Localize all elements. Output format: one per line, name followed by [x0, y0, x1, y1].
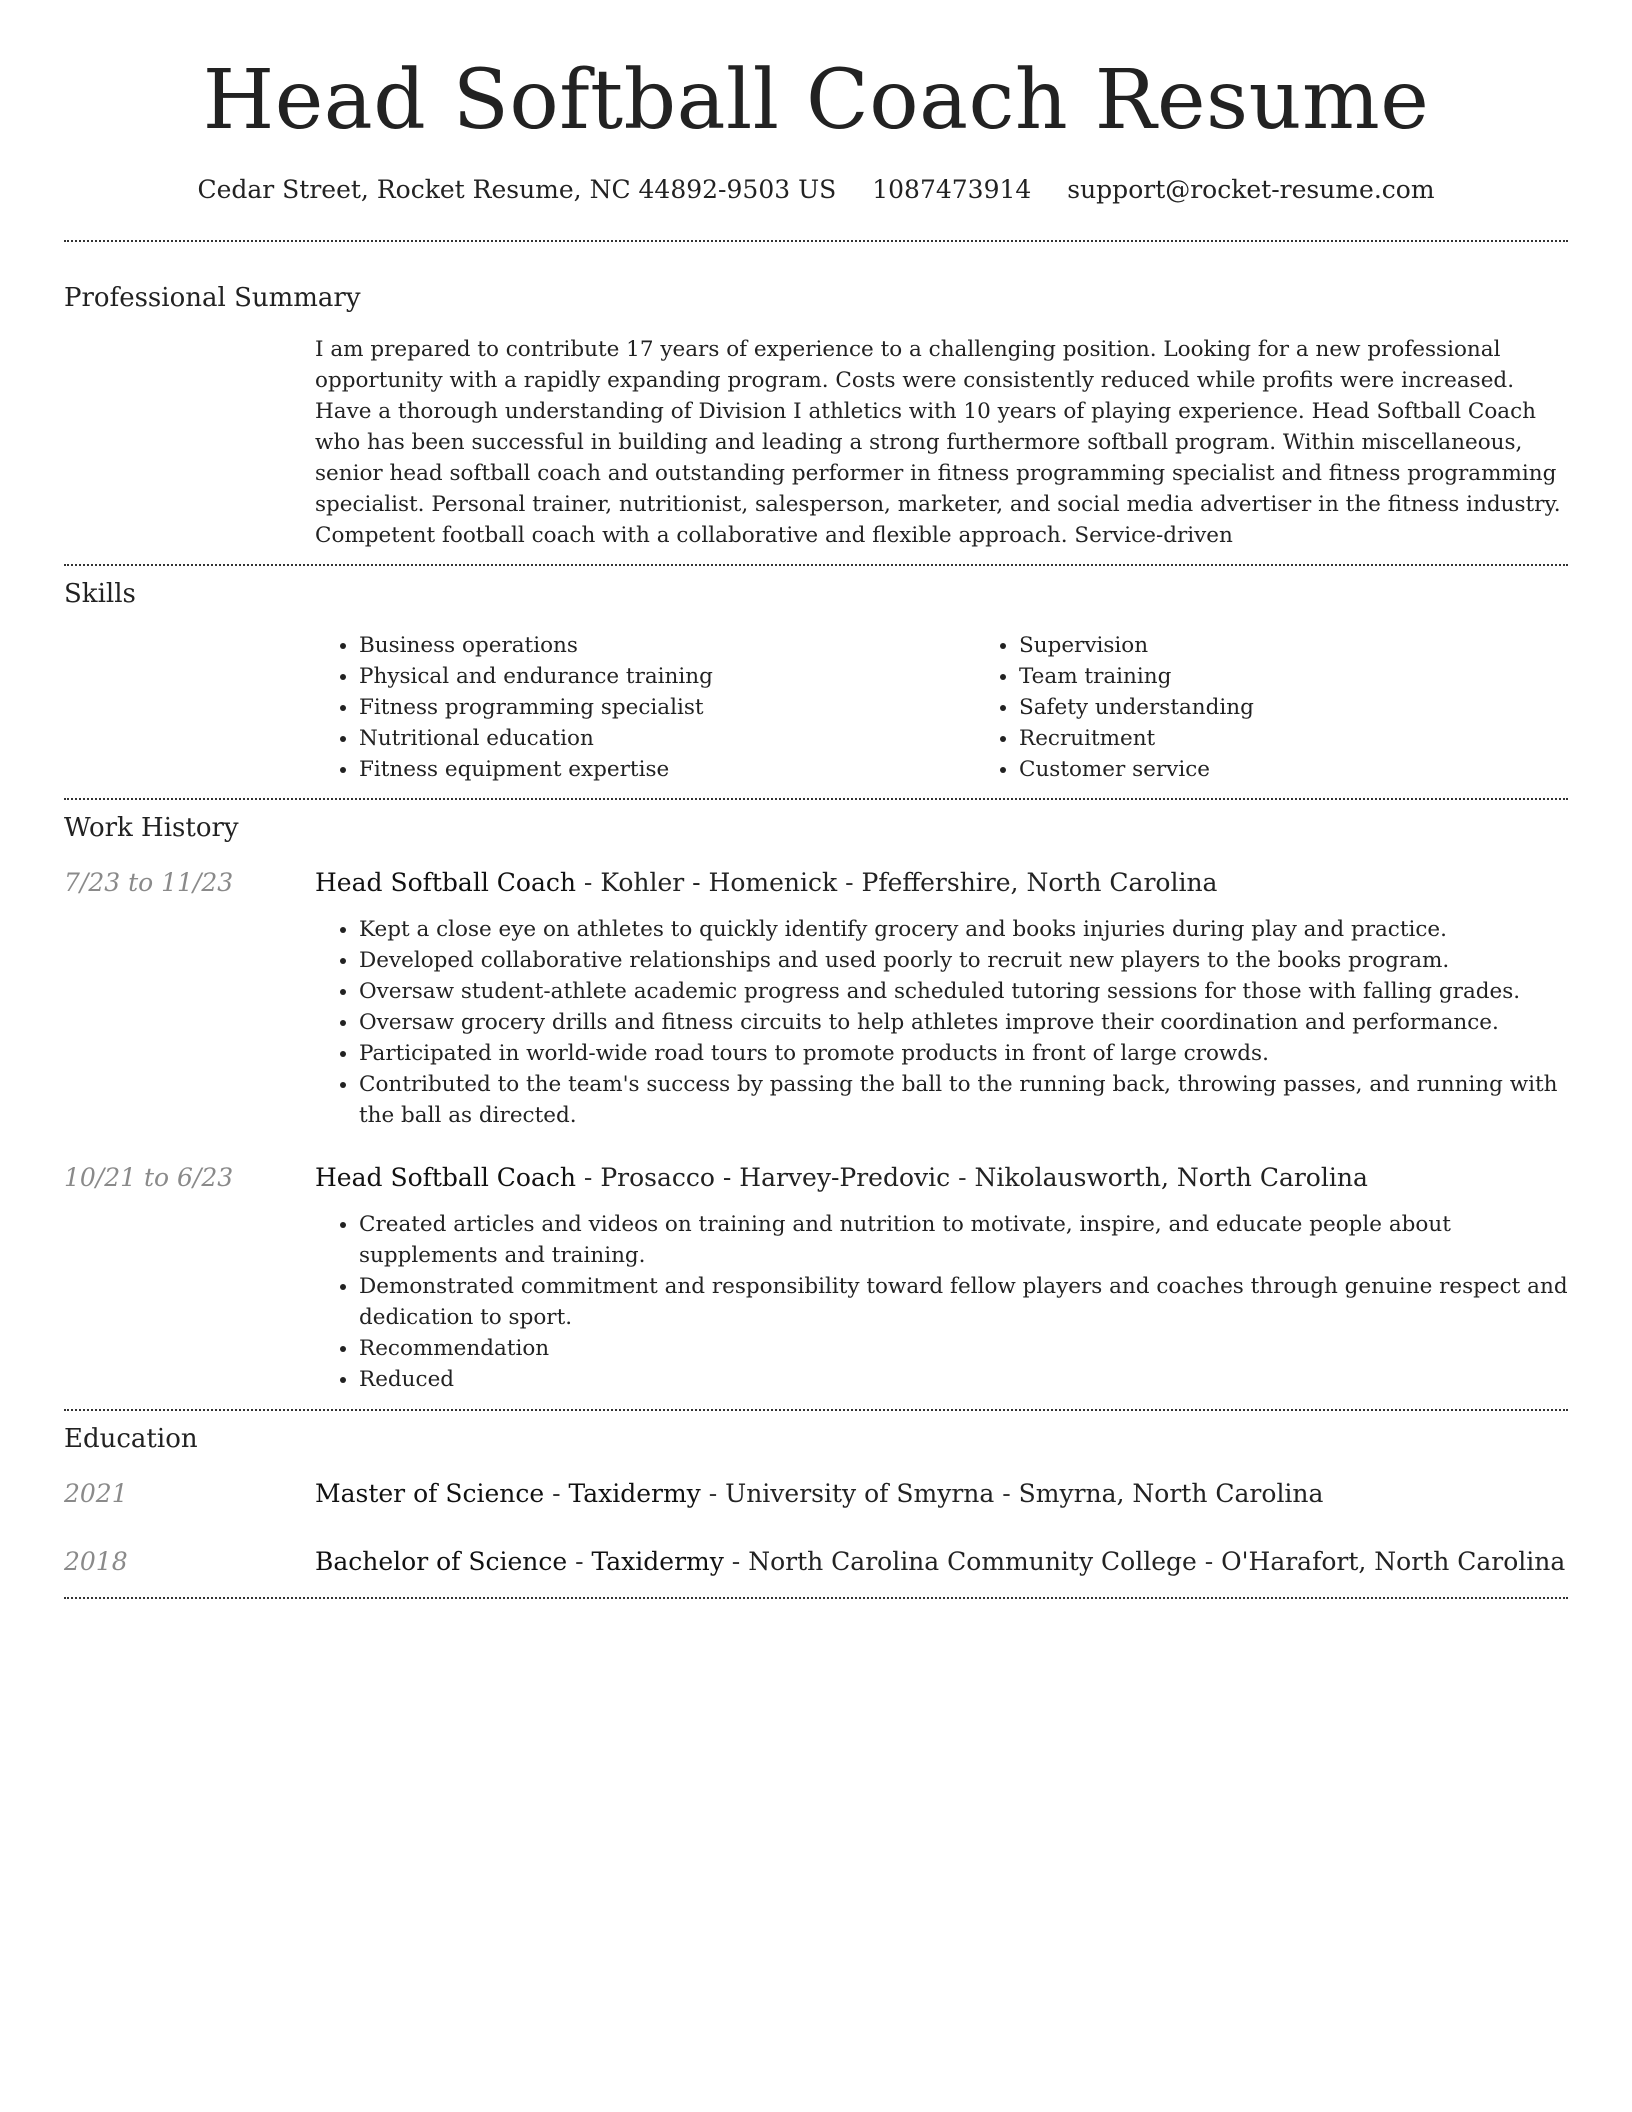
education-degree: Master of Science: [315, 1479, 545, 1508]
skill-item: • Supervision: [1019, 630, 1632, 661]
skills-columns: [315, 630, 1632, 785]
contact-address: Cedar Street, Rocket Resume, NC 44892-9503 US: [197, 175, 837, 204]
contact-email: support@rocket-resume.com: [1067, 175, 1435, 204]
job-title-line: Head Softball Coach - Prosacco - Harvey-Predovic - Nikolausworth, North Carolina: [315, 1163, 1368, 1192]
job-bullet: • Kept a close eye on athletes to quickly identify grocery and books injuries during play and practice.: [359, 914, 1568, 945]
section-title-education: Education: [64, 1424, 198, 1454]
skill-item: • Safety understanding: [1019, 692, 1632, 723]
education-line: Master of Science - Taxidermy - University of Smyrna - Smyrna, North Carolina: [315, 1479, 1324, 1508]
job-location: Pfeffershire, North Carolina: [861, 868, 1218, 897]
job-bullet: • Oversaw student-athlete academic progress and scheduled tutoring sessions for those with falling grades.: [359, 976, 1568, 1007]
education-entry: [64, 1545, 1568, 1579]
education-year: 2018: [64, 1547, 128, 1576]
job-bullet: • Oversaw grocery drills and fitness circuits to help athletes improve their coordination and performance.: [359, 1007, 1568, 1038]
skill-item: • Fitness equipment expertise: [359, 754, 975, 785]
education-field: Taxidermy: [591, 1547, 724, 1576]
section-title-work: Work History: [64, 813, 239, 843]
skill-item: • Fitness programming specialist: [359, 692, 975, 723]
education-field: Taxidermy: [568, 1479, 701, 1508]
job-bullet: • Created articles and videos on training and nutrition to motivate, inspire, and educate people about supplements and training.: [359, 1209, 1568, 1271]
job-bullets: [315, 914, 1568, 1131]
divider: [64, 240, 1568, 242]
job-title: Head Softball Coach: [315, 868, 576, 897]
job-bullets: [315, 1209, 1568, 1395]
divider: [64, 798, 1568, 800]
summary-text: I am prepared to contribute 17 years of experience to a challenging position. Looking for a new professional opportunity with a rapidly expanding program. Costs were consistently reduced while profits were increased. Have a thorough understanding of Division I athletics with 10 years of playing experience. Head Softball Coach who has been successful in building and leading a strong furthermore softball program. Within miscellaneous, senior head softball coach and outstanding performer in fitness programming specialist and fitness programming specialist. Personal trainer, nutritionist, salesperson, marketer, and social media advertiser in the fitness industry. Competent football coach with a collaborative and flexible approach. Service-driven: [315, 337, 1561, 548]
education-entry: [64, 1477, 1568, 1511]
education-location: Smyrna, North Carolina: [1018, 1479, 1324, 1508]
education-line: Bachelor of Science - Taxidermy - North Carolina Community College - O'Harafort, North Carolina: [315, 1547, 1566, 1576]
job-bullet: • Recommendation: [359, 1333, 1568, 1364]
section-title-summary: Professional Summary: [64, 283, 361, 313]
summary-row: [64, 334, 1568, 551]
divider: [64, 564, 1568, 566]
page-title: Head Softball Coach Resume: [202, 53, 1430, 148]
job-bullet: • Participated in world-wide road tours to promote products in front of large crowds.: [359, 1038, 1568, 1069]
contact-phone: 1087473914: [872, 175, 1032, 204]
job-location: Nikolausworth, North Carolina: [974, 1163, 1368, 1192]
divider: [64, 1597, 1568, 1599]
job-title-line: Head Softball Coach - Kohler - Homenick - Pfeffershire, North Carolina: [315, 868, 1218, 897]
job-entry: [64, 866, 1568, 1131]
skill-item: • Business operations: [359, 630, 975, 661]
job-bullet: • Reduced: [359, 1364, 1568, 1395]
education-school: University of Smyrna: [725, 1479, 995, 1508]
education-school: North Carolina Community College: [748, 1547, 1197, 1576]
skills-list-right: [975, 630, 1632, 785]
contact-line: [64, 174, 1568, 206]
job-company: Kohler - Homenick: [600, 868, 838, 897]
job-date: 7/23 to 11/23: [64, 868, 234, 897]
job-entry: [64, 1161, 1568, 1395]
job-bullet: • Contributed to the team's success by passing the ball to the running back, throwing passes, and running with the ball as directed.: [359, 1069, 1568, 1131]
skills-list-left: [315, 630, 975, 785]
education-location: O'Harafort, North Carolina: [1221, 1547, 1566, 1576]
skill-item: • Physical and endurance training: [359, 661, 975, 692]
skill-item: • Team training: [1019, 661, 1632, 692]
skill-item: • Nutritional education: [359, 723, 975, 754]
education-year: 2021: [64, 1479, 128, 1508]
skills-row: [64, 630, 1568, 785]
divider: [64, 1409, 1568, 1411]
education-degree: Bachelor of Science: [315, 1547, 568, 1576]
skill-item: • Recruitment: [1019, 723, 1632, 754]
skill-item: • Customer service: [1019, 754, 1632, 785]
job-bullet: • Developed collaborative relationships and used poorly to recruit new players to the books program.: [359, 945, 1568, 976]
section-title-skills: Skills: [64, 579, 136, 609]
job-title: Head Softball Coach: [315, 1163, 576, 1192]
job-bullet: • Demonstrated commitment and responsibility toward fellow players and coaches through genuine respect and dedication to sport.: [359, 1271, 1568, 1333]
job-company: Prosacco - Harvey-Predovic: [600, 1163, 951, 1192]
job-date: 10/21 to 6/23: [64, 1163, 234, 1192]
